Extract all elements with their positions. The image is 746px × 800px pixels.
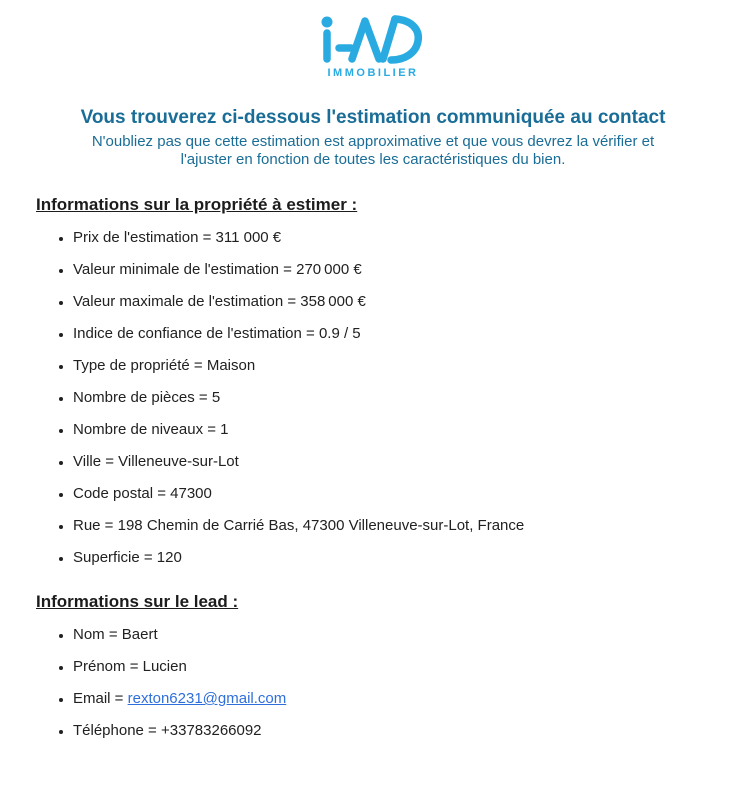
item-value: 47300 [170, 485, 212, 502]
item-label: Nombre de pièces = [73, 389, 212, 406]
list-item [73, 326, 710, 341]
item-value: 5 [211, 389, 221, 406]
page-title: Vous trouverez ci-dessous l'estimation communiquée au contact [80, 107, 666, 128]
logo-immobilier-label: IMMOBILIER [327, 67, 419, 79]
item-label: Type de propriété = [73, 357, 207, 374]
section-property [36, 195, 710, 565]
list-item [73, 294, 710, 309]
item-label: Nom = [73, 626, 122, 643]
property-list [36, 230, 710, 565]
list-item [73, 358, 710, 373]
item-label: Email = [73, 690, 128, 707]
item-value: 120 [156, 549, 182, 566]
list-item [73, 454, 710, 469]
item-label: Valeur minimale de l'estimation = [73, 261, 297, 278]
list-item [73, 518, 710, 533]
item-value: Villeneuve-sur-Lot [118, 453, 239, 470]
list-item [73, 550, 710, 565]
item-value: Maison [206, 357, 256, 374]
item-label: Superficie = [73, 549, 157, 566]
item-value: 198 Chemin de Carrié Bas, 47300 Villeneuve-sur-Lot, France [117, 517, 525, 534]
section-lead [36, 592, 710, 738]
list-item [73, 659, 710, 674]
item-value: 311 000 € [215, 229, 282, 246]
list-item [73, 627, 710, 642]
item-label: Valeur maximale de l'estimation = [73, 293, 301, 310]
item-value: Lucien [142, 658, 187, 675]
email-link[interactable]: rexton6231@gmail.com [127, 690, 287, 707]
list-item [73, 691, 710, 706]
item-label: Indice de confiance de l'estimation = [73, 325, 319, 342]
item-label: Ville = [73, 453, 119, 470]
list-item [73, 230, 710, 245]
item-label: Rue = [73, 517, 118, 534]
section-heading-property: Informations sur la propriété à estimer : [36, 195, 358, 214]
item-value: +33783266092 [161, 722, 262, 739]
item-label: Nombre de niveaux = [73, 421, 221, 438]
item-value: 1 [220, 421, 229, 438]
item-value: 358 000 € [300, 293, 366, 310]
item-label: Prénom = [73, 658, 143, 675]
lead-list [36, 627, 710, 738]
list-item [73, 723, 710, 738]
item-label: Code postal = [73, 485, 171, 502]
list-item [73, 422, 710, 437]
item-value: 0.9 / 5 [318, 325, 361, 342]
item-value: 270 000 € [296, 261, 362, 278]
item-value: Baert [121, 626, 158, 643]
list-item [73, 486, 710, 501]
iad-logo [36, 14, 710, 79]
page-subtitle: N'oubliez pas que cette estimation est approximative et que vous devrez la vérifier et l'ajuster en fonction de toutes les caractéristiques du bien. [91, 133, 655, 168]
section-heading-lead: Informations sur le lead : [36, 592, 239, 611]
iad-logo-icon [317, 14, 429, 64]
list-item [73, 390, 710, 405]
list-item [73, 262, 710, 277]
item-label: Prix de l'estimation = [73, 229, 216, 246]
item-label: Téléphone = [73, 722, 161, 739]
